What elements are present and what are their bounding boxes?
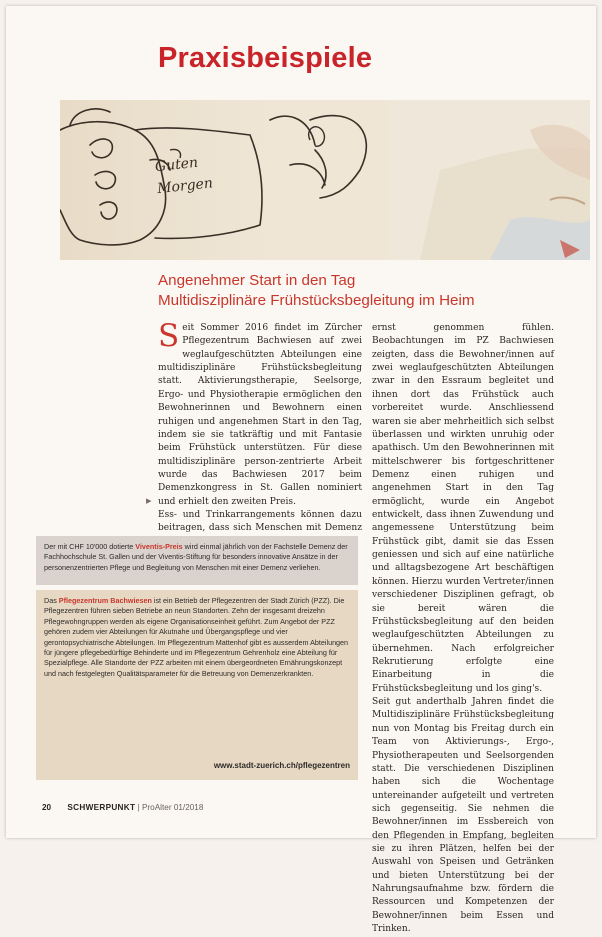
article-paragraph-2: Ess- und Trinkarrangements können dazu beitragen, dass sich Menschen mit Demenz xyxy=(158,510,362,534)
page-number: 20 xyxy=(42,803,52,812)
center-website-link[interactable]: www.stadt-zuerich.ch/pflegezentren xyxy=(213,760,350,770)
pflegezentrum-info-box xyxy=(36,590,358,780)
page-footer xyxy=(42,803,203,812)
hero-handwritten-text: Guten Morgen xyxy=(154,154,214,198)
issue-label: | ProAlter 01/2018 xyxy=(137,803,204,812)
prize-text-start: Der mit CHF 10'000 dotierte xyxy=(44,542,136,551)
center-text-prefix: Das xyxy=(44,596,59,605)
page-title: Praxisbeispiele xyxy=(158,42,373,74)
article-column-right xyxy=(372,322,554,937)
hero-illustration xyxy=(60,100,590,260)
center-text: ist ein Betrieb der Pflegezentren der Stadt Zürich (PZZ). Die Pflegezentren führen sieben Betriebe an neun Standorten. Zehn der insgesamt dreizehn Pflegewohngruppen werden als eigene Organisationseinheit geführt. Zum Angebot der PZZ gehören zudem vier Abteilungen für Akutnahe und Übergangspflege und vier gerontopsychiatrische Abteilungen. Im Pflegezentrum Mattenhof gibt es ausserdem Abteilungen für jüngere pflegebedürftige Behinderte und im Pflegezentrum Gehrenholz eine Abteilung für Spezialpflege. Alle Standorte der PZZ arbeiten mit einem übergeordneten Ernährungskonzept und nach festgelegten Qualitätsparameter für die Betreuung von Demenzerkrankten. xyxy=(44,596,349,678)
section-name: SCHWERPUNKT xyxy=(67,803,136,812)
article-paragraph-3: ernst genommen fühlen. Beobachtungen im PZ Bachwiesen zeigten, dass die Bewohner/innen auf zwei weglaufgeschützten Abteilungen zwar in den Essraum begleitet und ihnen dort das Frühstück auch vorbereitet wurde. Anschliessend waren sie aber mehrheitlich sich selbst überlassen und wirkten unruhig oder apathisch. Um den Bewohnerinnen mit mittelschwerer bis fortgeschrittener Demenz einen ruhigen und angenehmen Start in den Tag ermöglicht, wurde ein Angebot entwickelt, dass ihnen Zuwendung und angemessene Unterstützung beim Frühstück gibt, damit sie das Essen geniessen und sich auf eine natürliche und alltagsbezogene Art beschäftigen können. Hierzu wurden Vertreter/innen verschiedener Disziplinen gefragt, ob sie bereit wären die Frühstücksbegleitung auf den beiden weglaufgeschützten Abteilungen zu übernehmen. Nach erfolgreicher Rekrutierung erfolgte eine Einarbeitung in die Frühstücksbegleitung und los ging's. xyxy=(372,323,554,694)
center-name: Pflegezentrum Bachwiesen xyxy=(58,596,152,605)
continuation-arrow-icon: ▸ xyxy=(146,494,152,507)
drawing-sketch xyxy=(60,100,590,260)
prize-info-box xyxy=(36,536,358,585)
article-paragraph-4: Seit gut anderthalb Jahren findet die Multidisziplinäre Frühstücksbegleitung nun von Montag bis Freitag durch ein Team von Aktivierungs-, Ergo-, Physiotherapeuten und Seelsorgenden statt. Die verschiedenen Disziplinen haben sich die Wochentage untereinander aufgeteilt und vertreten sich gegenseitig. Sie nehmen die Bewohner/innen im Essbereich von den Pflegenden in Empfang, begleiten sie zu ihren Plätzen, helfen bei der Auswahl von Speisen und Getränken und bieten Unterstützung bei der Nahrungsaufnahme bzw. fördern die Ressourcen und Kompetenzen der Bewohner/innen beim Essen und Trinken. xyxy=(372,697,554,935)
headline-secondary: Multidisziplinäre Frühstücksbegleitung im Heim xyxy=(158,292,475,309)
prize-text-end: wird einmal jährlich von der Fachstelle Demenz der Fachhochschule St. Gallen und der Viventis-Stiftung für besonders innovative Ansätze in der personenzentrierten Pflege und Begleitung von Menschen mit einer Demenz verliehen. xyxy=(44,542,348,572)
article-column-left xyxy=(158,318,362,549)
headline-primary: Angenehmer Start in den Tag xyxy=(158,272,356,289)
article-intro-text: eit Sommer 2016 findet im Zürcher Pflegezentrum Bachwiesen auf zwei weglaufgeschützten Abteilungen eine multidisziplinäre Frühstücksbegleitung statt. Aktivierungstherapie, Seelsorge, Ergo- und Physiotherapie ermöglichen den Bewohnerinnen und Bewohnern einen ruhigen und angenehmen Start in den Tag, indem sie sie tatkräftig und mit Fantasie beim Frühstück unterstützen. Für diese multidisziplinäre person-zentrierte Arbeit wurde das Bachwiesen 2017 beim Demenzkongress in St. Gallen nominiert und erhielt den zweiten Preis. xyxy=(158,323,362,507)
drop-cap: S xyxy=(158,318,180,354)
article-intro-paragraph xyxy=(158,318,362,509)
prize-name: Viventis-Preis xyxy=(135,542,183,551)
